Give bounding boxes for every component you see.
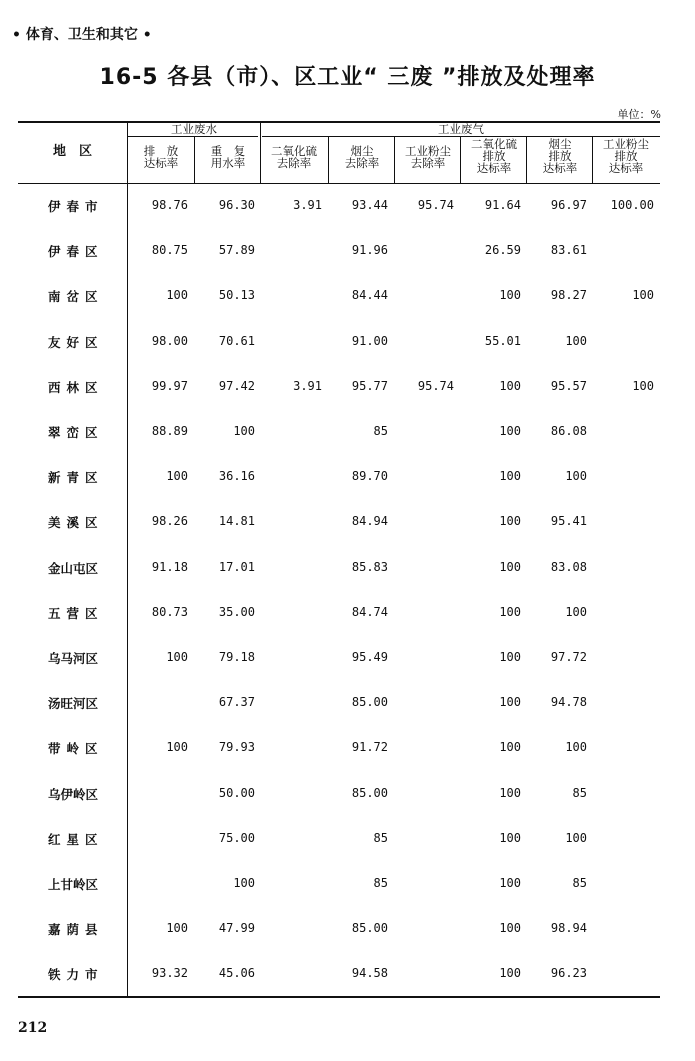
table-cell: 96.23 — [550, 966, 587, 980]
header-column-line: 排放 — [482, 149, 506, 163]
header-group-gas: 工业废气 — [438, 122, 484, 136]
header-column-line: 达标率 — [542, 161, 578, 175]
header-column-line: 达标率 — [476, 161, 512, 175]
table-cell: 100 — [166, 288, 188, 302]
table-cell: 100 — [499, 650, 521, 664]
table-cell: 100 — [166, 650, 188, 664]
table-cell: 45.06 — [218, 966, 255, 980]
table-cell: 100 — [499, 966, 521, 980]
header-column-line: 工业粉尘 — [603, 137, 649, 151]
header-column-line: 工业粉尘 — [405, 144, 451, 158]
table-cell: 95.41 — [550, 514, 587, 528]
table-cell: 100 — [233, 424, 255, 438]
table-cell: 95.74 — [417, 379, 454, 393]
table-cell: 88.89 — [151, 424, 188, 438]
table-cell: 85 — [572, 876, 587, 890]
row-region: 红星区 — [48, 832, 104, 847]
table-cell: 100 — [565, 605, 587, 619]
table-cell: 100 — [565, 334, 587, 348]
table-cell: 96.30 — [218, 198, 255, 212]
table-cell: 100 — [499, 695, 521, 709]
table-cell: 57.89 — [218, 243, 255, 257]
row-region: 上甘岭区 — [48, 877, 99, 892]
table-cell: 100.00 — [610, 198, 654, 212]
row-region: 乌伊岭区 — [48, 787, 99, 802]
table-cell: 100 — [499, 469, 521, 483]
header-column-line: 重 复 — [210, 144, 246, 158]
table-cell: 100 — [499, 288, 521, 302]
table-cell: 100 — [166, 921, 188, 935]
table-cell: 85.00 — [351, 786, 388, 800]
header-bottom-rule — [18, 183, 660, 184]
table-cell: 47.99 — [218, 921, 255, 935]
header-group-water: 工业废水 — [171, 122, 217, 136]
table-cell: 36.16 — [218, 469, 255, 483]
header-column-line: 排放 — [548, 149, 572, 163]
table-cell: 91.72 — [351, 740, 388, 754]
header-column-4 — [329, 145, 395, 169]
table-cell: 91.96 — [351, 243, 388, 257]
table-cell: 100 — [499, 605, 521, 619]
table-cell: 93.32 — [151, 966, 188, 980]
unit-label: 单位：% — [617, 108, 661, 121]
row-region: 嘉荫县 — [48, 922, 104, 937]
row-region: 美溪区 — [48, 515, 104, 530]
gas-group-rule — [262, 136, 660, 137]
table-cell: 100 — [499, 831, 521, 845]
header-column-line: 二氧化硫 — [471, 137, 517, 151]
page-number: 212 — [18, 1020, 48, 1036]
header-column-6 — [461, 138, 527, 174]
table-cell: 85.00 — [351, 921, 388, 935]
table-cell: 14.81 — [218, 514, 255, 528]
table-cell: 85.00 — [351, 695, 388, 709]
table-cell: 100 — [565, 831, 587, 845]
row-region: 南岔区 — [48, 289, 104, 304]
row-region: 带岭区 — [48, 741, 104, 756]
table-cell: 86.08 — [550, 424, 587, 438]
table-cell: 96.97 — [550, 198, 587, 212]
table-cell: 84.74 — [351, 605, 388, 619]
header-region: 地 区 — [52, 144, 92, 159]
header-column-line: 达标率 — [143, 156, 179, 170]
table-cell: 100 — [499, 379, 521, 393]
table-cell: 95.77 — [351, 379, 388, 393]
table-cell: 97.72 — [550, 650, 587, 664]
table-cell: 50.00 — [218, 786, 255, 800]
table-cell: 100 — [632, 379, 654, 393]
table-cell: 26.59 — [484, 243, 521, 257]
table-cell: 98.00 — [151, 334, 188, 348]
table-cell: 80.75 — [151, 243, 188, 257]
table-cell: 84.44 — [351, 288, 388, 302]
table-cell: 98.27 — [550, 288, 587, 302]
table-cell: 98.94 — [550, 921, 587, 935]
water-group-rule — [128, 136, 258, 137]
table-cell: 85 — [572, 786, 587, 800]
row-region: 乌马河区 — [48, 651, 99, 666]
table-cell: 50.13 — [218, 288, 255, 302]
table-cell: 85 — [373, 831, 388, 845]
header-column-line: 达标率 — [608, 161, 644, 175]
row-region: 翠峦区 — [48, 425, 104, 440]
row-region: 新青区 — [48, 470, 104, 485]
table-cell: 67.37 — [218, 695, 255, 709]
table-cell: 91.64 — [484, 198, 521, 212]
header-column-line: 烟尘 — [350, 144, 374, 158]
table-cell: 100 — [499, 514, 521, 528]
table-cell: 3.91 — [293, 198, 322, 212]
table-cell: 91.18 — [151, 560, 188, 574]
table-cell: 91.00 — [351, 334, 388, 348]
table-cell: 94.58 — [351, 966, 388, 980]
table-cell: 98.26 — [151, 514, 188, 528]
table-cell: 100 — [632, 288, 654, 302]
table-cell: 100 — [499, 876, 521, 890]
header-column-line: 二氧化硫 — [271, 144, 317, 158]
table-cell: 55.01 — [484, 334, 521, 348]
row-region: 金山屯区 — [48, 561, 99, 576]
row-region: 伊春市 — [48, 199, 104, 214]
header-column-line: 去除率 — [410, 156, 446, 170]
header-column-5 — [395, 145, 461, 169]
table-cell: 35.00 — [218, 605, 255, 619]
header-column-3 — [261, 145, 327, 169]
header-column-line: 烟尘 — [548, 137, 572, 151]
table-title: 16-5 各县（市）、区工业“ 三废 ”排放及处理率 — [99, 65, 596, 90]
table-cell: 100 — [565, 740, 587, 754]
table-cell: 80.73 — [151, 605, 188, 619]
header-column-line: 用水率 — [210, 156, 246, 170]
table-cell: 89.70 — [351, 469, 388, 483]
header-column-7 — [527, 138, 593, 174]
table-cell: 3.91 — [293, 379, 322, 393]
table-cell: 95.74 — [417, 198, 454, 212]
table-cell: 84.94 — [351, 514, 388, 528]
table-cell: 94.78 — [550, 695, 587, 709]
header-column-line: 排 放 — [143, 144, 179, 158]
table-cell: 79.93 — [218, 740, 255, 754]
row-region: 友好区 — [48, 335, 104, 350]
table-cell: 17.01 — [218, 560, 255, 574]
row-region: 五营区 — [48, 606, 104, 621]
table-cell: 100 — [499, 740, 521, 754]
table-cell: 100 — [233, 876, 255, 890]
table-cell: 100 — [166, 469, 188, 483]
table-cell: 95.57 — [550, 379, 587, 393]
table-cell: 85 — [373, 424, 388, 438]
table-cell: 83.08 — [550, 560, 587, 574]
row-region: 铁力市 — [48, 967, 104, 982]
table-cell: 100 — [565, 469, 587, 483]
table-cell: 95.49 — [351, 650, 388, 664]
row-region: 伊春区 — [48, 244, 104, 259]
table-cell: 99.97 — [151, 379, 188, 393]
table-cell: 75.00 — [218, 831, 255, 845]
row-region: 汤旺河区 — [48, 696, 99, 711]
header-column-line: 去除率 — [344, 156, 380, 170]
header-column-8 — [593, 138, 659, 174]
header-column-1 — [128, 145, 194, 169]
row-region: 西林区 — [48, 380, 104, 395]
table-cell: 98.76 — [151, 198, 188, 212]
header-column-line: 排放 — [614, 149, 638, 163]
table-cell: 70.61 — [218, 334, 255, 348]
header-column-2 — [195, 145, 261, 169]
table-cell: 100 — [499, 424, 521, 438]
header-column-line: 去除率 — [276, 156, 312, 170]
table-cell: 100 — [166, 740, 188, 754]
table-cell: 79.18 — [218, 650, 255, 664]
table-cell: 83.61 — [550, 243, 587, 257]
table-cell: 85 — [373, 876, 388, 890]
table-cell: 100 — [499, 560, 521, 574]
table-cell: 100 — [499, 921, 521, 935]
table-bottom-rule — [18, 996, 660, 998]
table-cell: 93.44 — [351, 198, 388, 212]
table-cell: 97.42 — [218, 379, 255, 393]
table-cell: 85.83 — [351, 560, 388, 574]
section-label: • 体育、卫生和其它 • — [12, 27, 152, 43]
table-cell: 100 — [499, 786, 521, 800]
